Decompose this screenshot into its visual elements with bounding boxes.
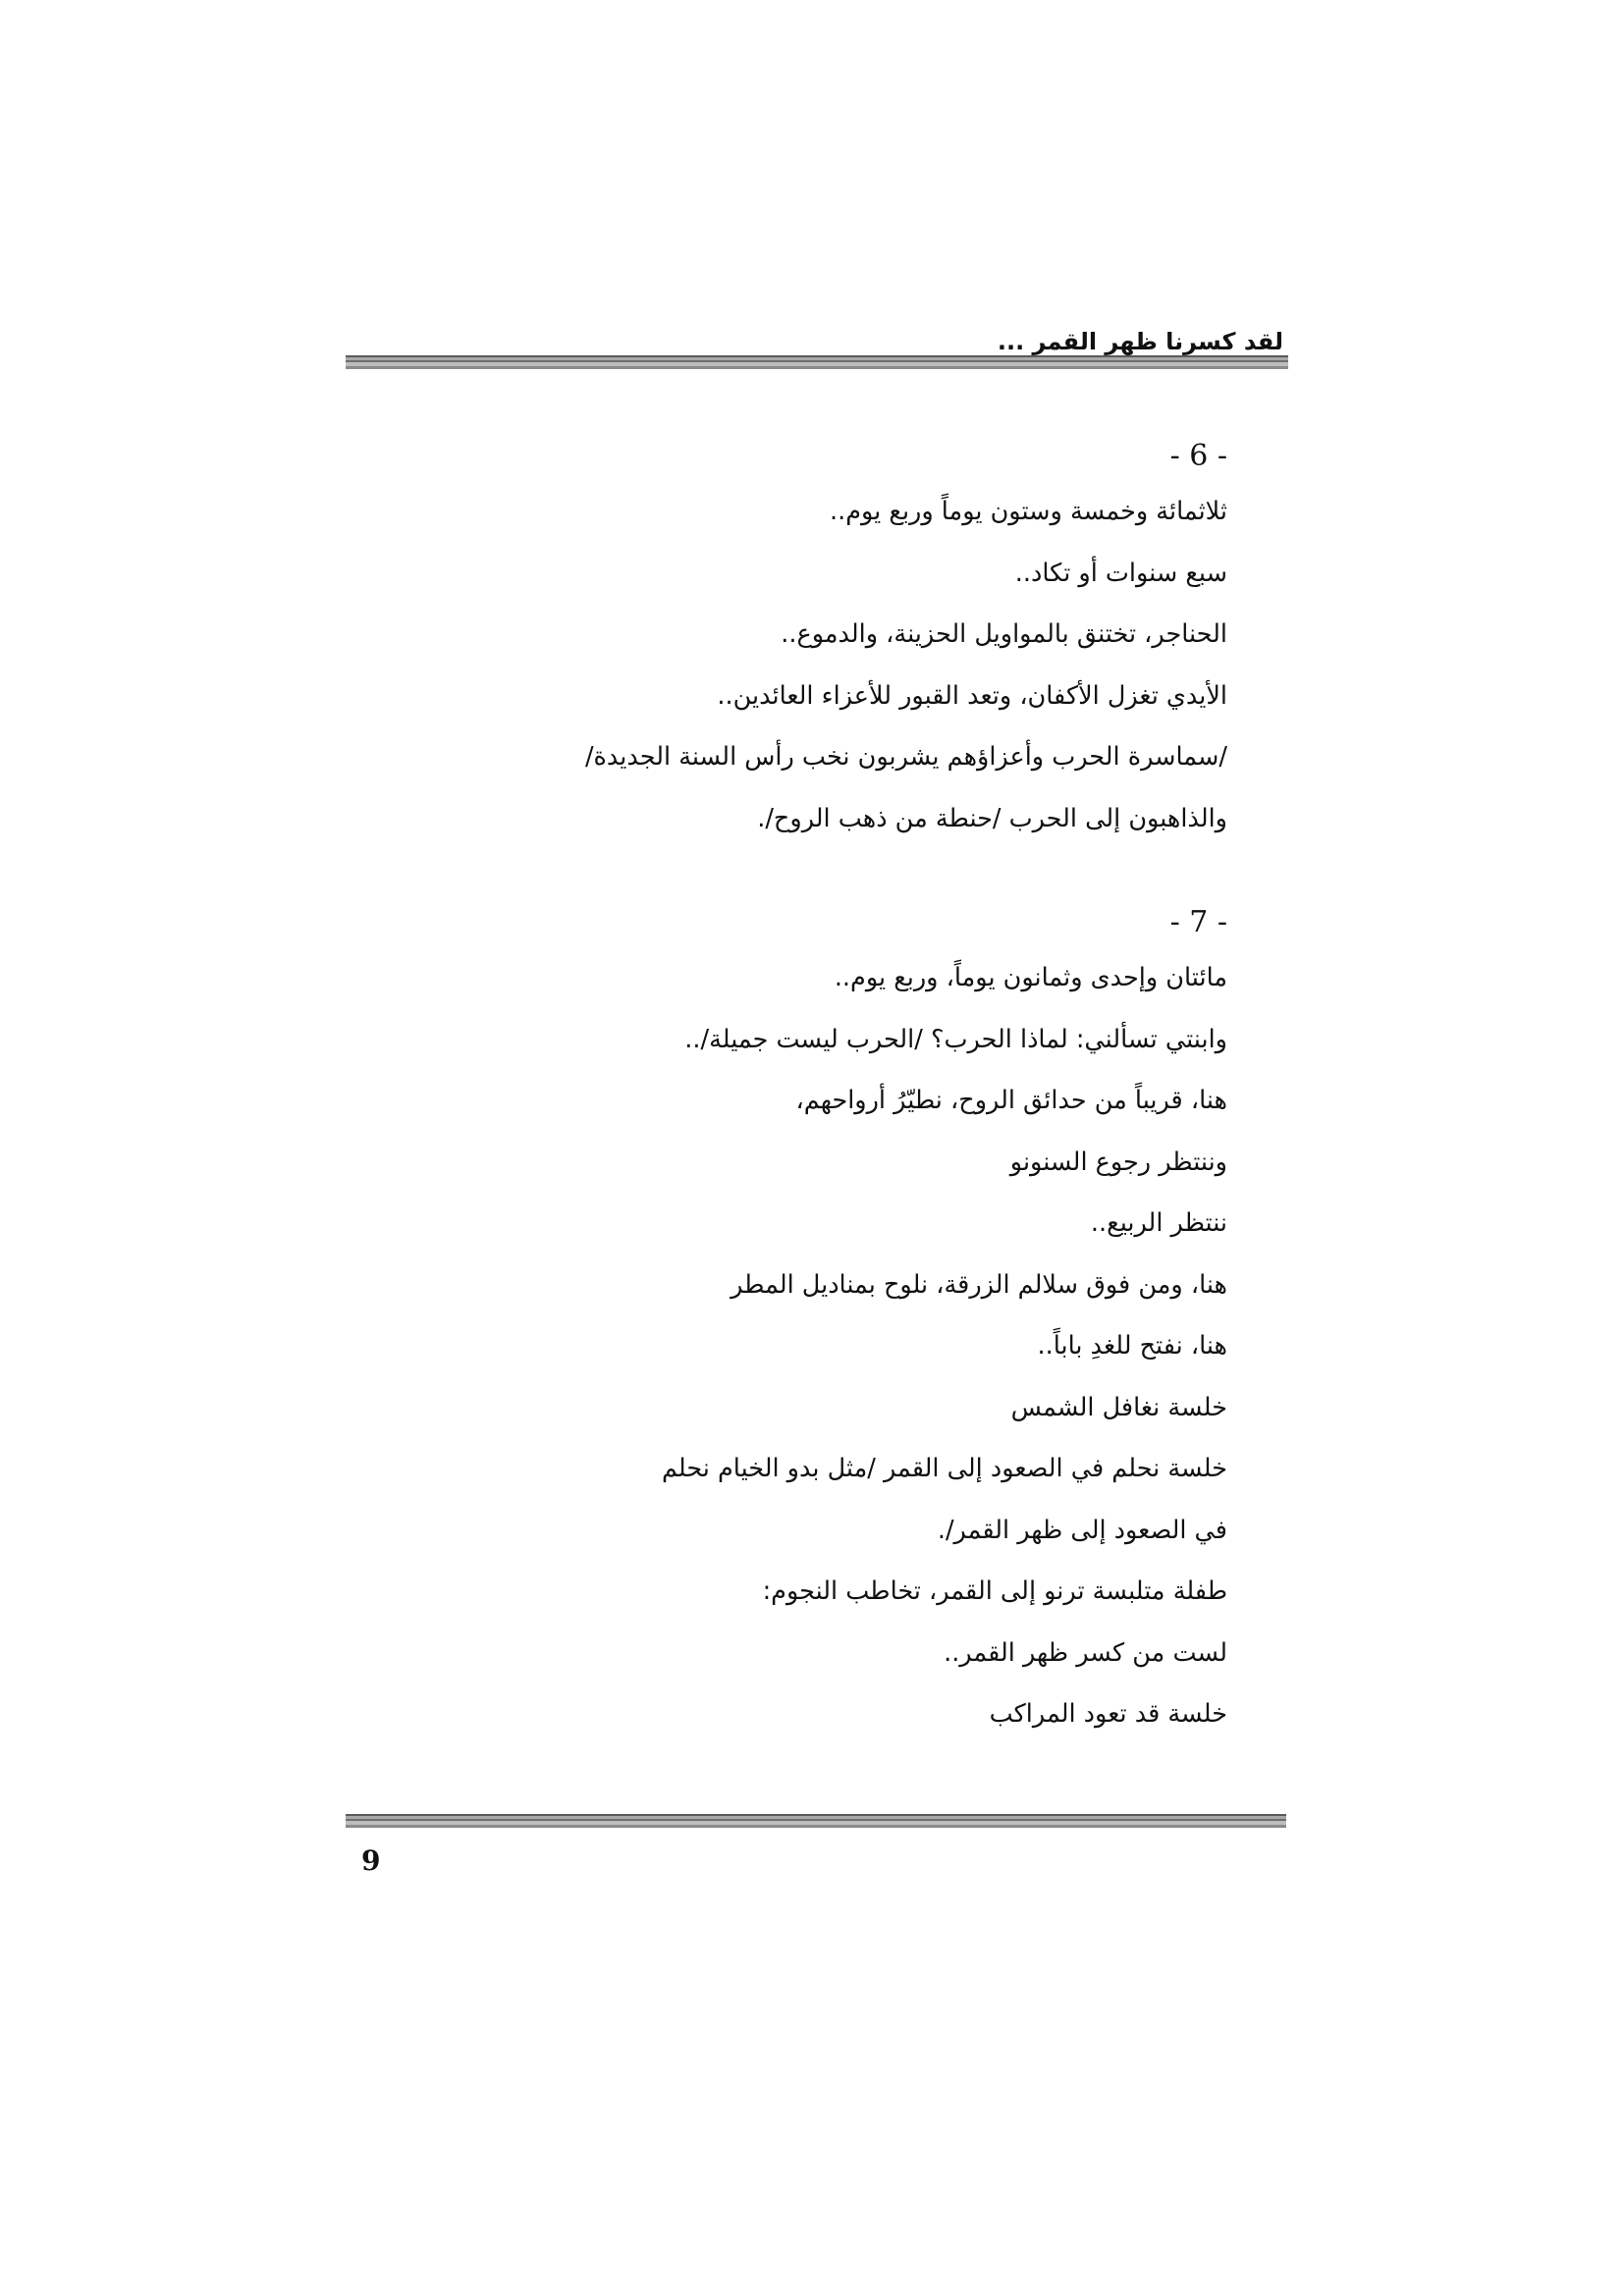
page-number: 9	[361, 1844, 381, 1877]
section-number: - 6 -	[1169, 439, 1227, 473]
poem-line: هنا، نفتح للغدِ باباً..	[1037, 1331, 1227, 1361]
poem-line: سبع سنوات أو تكاد..	[1014, 558, 1227, 588]
section-number: - 7 -	[1169, 905, 1227, 939]
poem-line: والذاهبون إلى الحرب /حنطة من ذهب الروح/.	[757, 803, 1227, 833]
footer-rule	[346, 1814, 1286, 1828]
poem-line: خلسة نغافل الشمس	[1010, 1392, 1227, 1422]
poem-line: هنا، قريباً من حدائق الروح، نطيّرُ أرواحهم،	[795, 1086, 1227, 1115]
poem-section-6	[550, 432, 1227, 849]
poem-line: خلسة قد تعود المراكب	[989, 1699, 1227, 1729]
running-header-title: لقد كسرنا ظهر القمر ...	[997, 328, 1283, 355]
header-rule	[346, 355, 1288, 369]
poem-line: وننتظر رجوع السنونو	[1009, 1147, 1227, 1177]
poem-line: الحناجر، تختنق بالمواويل الحزينة، والدموع..	[781, 619, 1227, 649]
poem-section-7	[550, 898, 1227, 1745]
poem-line: /سماسرة الحرب وأعزاؤهم يشربون نخب رأس السنة الجديدة/	[584, 742, 1227, 772]
poem-line: ننتظر الربيع..	[1090, 1208, 1227, 1238]
poem-line: خلسة نحلم في الصعود إلى القمر /مثل بدو الخيام نحلم	[661, 1454, 1227, 1483]
poem-line: ثلاثمائة وخمسة وستون يوماً وربع يوم..	[830, 497, 1227, 526]
poem-line: وابنتي تسألني: لماذا الحرب؟ /الحرب ليست جميلة/..	[684, 1024, 1227, 1054]
poem-line: في الصعود إلى ظهر القمر/.	[937, 1515, 1227, 1545]
poem-line: هنا، ومن فوق سلالم الزرقة، نلوح بمناديل المطر	[731, 1269, 1227, 1300]
poem-line: لست من كسر ظهر القمر..	[944, 1637, 1227, 1668]
poem-line: طفلة متلبسة ترنو إلى القمر، تخاطب النجوم:	[762, 1576, 1227, 1606]
poem-line: مائتان وإحدى وثمانون يوماً، وربع يوم..	[834, 963, 1227, 992]
poem-line: الأيدي تغزل الأكفان، وتعد القبور للأعزاء العائدين..	[717, 680, 1227, 711]
page-body	[550, 432, 1227, 1745]
